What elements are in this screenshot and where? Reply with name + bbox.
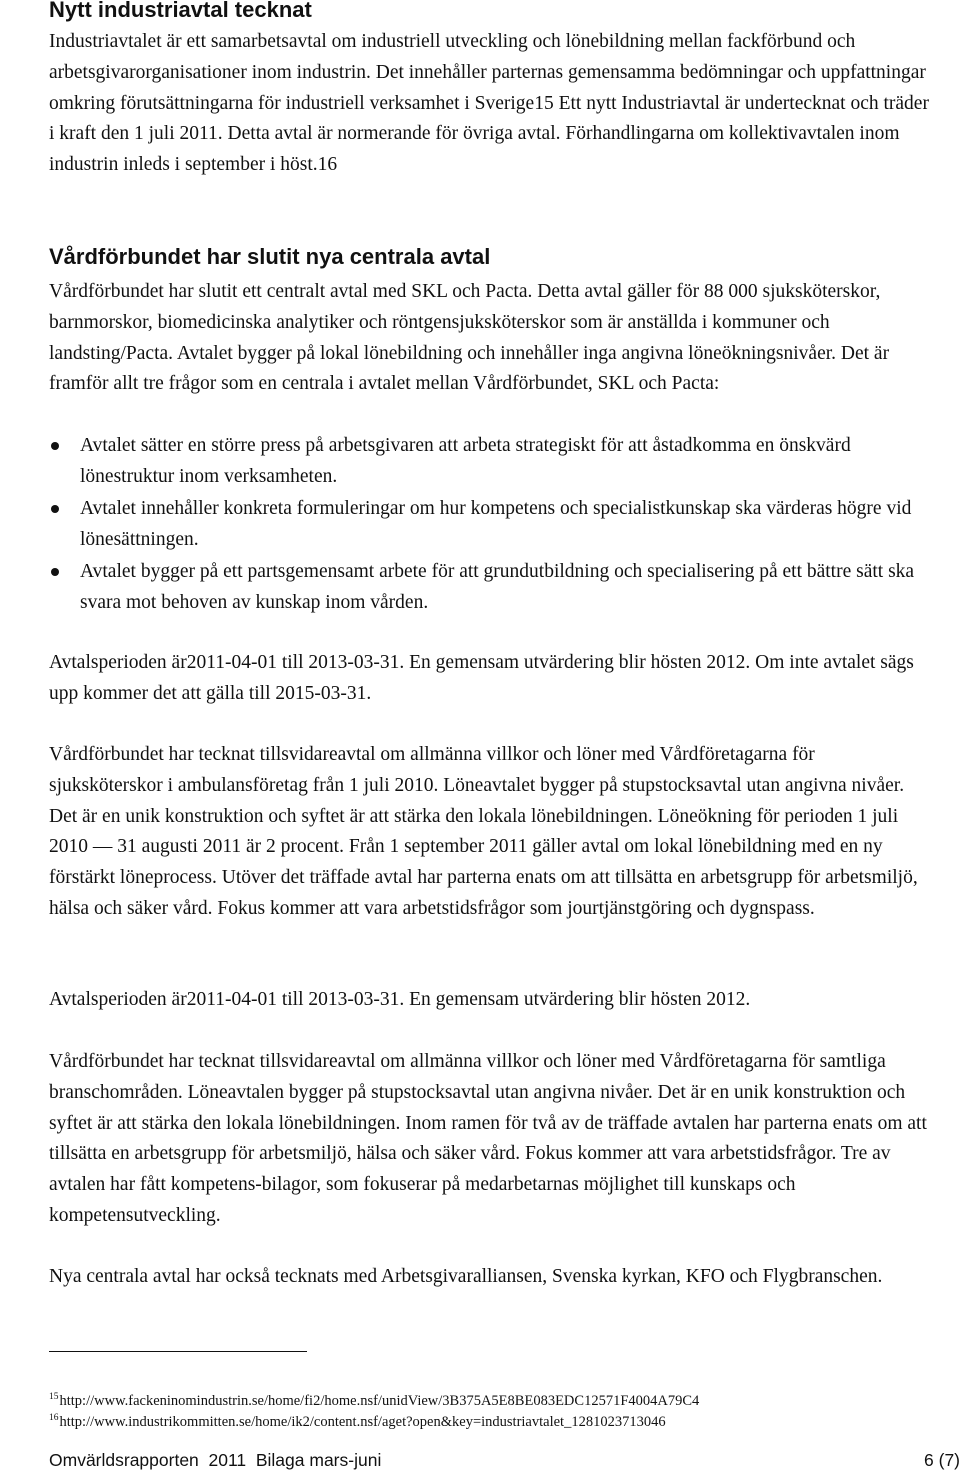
bullet-item	[49, 430, 929, 492]
bullet-icon	[51, 505, 59, 513]
bullet-text: Avtalet innehåller konkreta formuleringar om hur kompetens och specialistkunskap ska värderas högre vid lönesättningen.	[80, 498, 912, 550]
footnote-link[interactable]: http://www.fackeninomindustrin.se/home/fi2/home.nsf/unidView/3B375A5E8BE083EDC12571F4004A79C4	[59, 1393, 700, 1409]
paragraph-ovriga-avtal: Nya centrala avtal har också tecknats med Arbetsgivaralliansen, Svenska kyrkan, KFO och Flygbranschen.	[49, 1266, 883, 1287]
footnote-link[interactable]: http://www.industrikommitten.se/home/ik2/content.nsf/aget?open&key=industriavtalet_1281023713046	[59, 1414, 666, 1430]
page-number: 6 (7)	[924, 1450, 960, 1470]
paragraph-ambulans: Vårdförbundet har tecknat tillsvidareavtal om allmänna villkor och löner med Vårdföretagarna för sjuksköterskor i ambulansföretag från 1 juli 2010. Löneavtalet bygger på stupstocksavtal utan angivna nivåer. Det är en unik konstruktion och syftet är att stärka den lokala lönebildningen. Löneökning för perioden 1 juli 2010 — 31 augusti 2011 är 2 procent. Från 1 september 2011 gäller avtal om lokal lönebildning med en ny förstärkt löneprocess. Utöver det träffade avtal har parterna enats om att tillsätta en arbetsgrupp för arbetsmiljö, hälsa och säker vård. Fokus kommer att vara arbetstidsfrågor som jourtjänstgöring och dygnspass.	[49, 744, 918, 919]
section-heading-vardforbundet: Vårdförbundet har slutit nya centrala avtal	[49, 244, 491, 269]
bullet-item	[49, 493, 929, 555]
footnote-number: 16	[49, 1413, 59, 1423]
paragraph-branschomraden: Vårdförbundet har tecknat tillsvidareavtal om allmänna villkor och löner med Vårdföretagarna för samtliga branschområden. Löneavtalen bygger på stupstocksavtal utan angivna nivåer. Det är en unik konstruktion och syftet är att stärka den lokala lönebildningen. Inom ramen för två av de träffade avtalen har parterna enats om att tillsätta en arbetsgrupp för arbetsmiljö, hälsa och säker vård. Fokus kommer att vara arbetstidsfrågor. Tre av avtalen har fått kompetens-bilagor, som fokuserar på medarbetarnas möjlighet till kunskaps och kompetensutveckling.	[49, 1051, 927, 1226]
paragraph-avtalsperiod-2: Avtalsperioden är2011-04-01 till 2013-03-31. En gemensam utvärdering blir hösten 2012.	[49, 989, 751, 1010]
paragraph-industriavtal: Industriavtalet är ett samarbetsavtal om industriell utveckling och lönebildning mellan fackförbund och arbetsgivarorganisationer inom industrin. Det innehåller parternas gemensamma bedömningar och uppfattningar omkring förutsättningarna för industriell verksamhet i Sverige15 Ett nytt Industriavtal är undertecknat och träder i kraft den 1 juli 2011. Detta avtal är normerande för övriga avtal. Förhandlingarna om kollektivavtalen inom industrin inleds i september i höst.16	[49, 31, 929, 176]
bullet-text: Avtalet bygger på ett partsgemensamt arbete för att grundutbildning och specialisering på ett bättre sätt ska svara mot behoven av kunskap inom vården.	[80, 561, 915, 613]
bullet-icon	[51, 568, 59, 576]
paragraph-avtalsperiod-1: Avtalsperioden är2011-04-01 till 2013-03-31. En gemensam utvärdering blir hösten 2012. Om inte avtalet sägs upp kommer det att gälla till 2015-03-31.	[49, 652, 914, 704]
footnote-number: 15	[49, 1392, 59, 1402]
footnote-15	[49, 1389, 699, 1409]
footer-title: Omvärldsrapporten 2011 Bilaga mars-juni	[49, 1450, 382, 1470]
bullet-icon	[51, 442, 59, 450]
paragraph-vardforbundet-intro: Vårdförbundet har slutit ett centralt avtal med SKL och Pacta. Detta avtal gäller för 88 000 sjuksköterskor, barnmorskor, biomedicinska analytiker och röntgensjuksköterskor som är anställda i kommuner och landsting/Pacta. Avtalet bygger på lokal lönebildning och innehåller inga angivna löneökningsnivåer. Det är framför allt tre frågor som en centrala i avtalet mellan Vårdförbundet, SKL och Pacta:	[49, 281, 890, 395]
bullet-item	[49, 556, 929, 618]
section-heading-industriavtal: Nytt industriavtal tecknat	[49, 0, 312, 22]
footnote-separator	[49, 1351, 307, 1352]
footnote-16	[49, 1410, 666, 1430]
bullet-list	[49, 430, 929, 619]
bullet-text: Avtalet sätter en större press på arbetsgivaren att arbeta strategiskt för att åstadkomma en önskvärd lönestruktur inom verksamheten.	[80, 435, 851, 487]
